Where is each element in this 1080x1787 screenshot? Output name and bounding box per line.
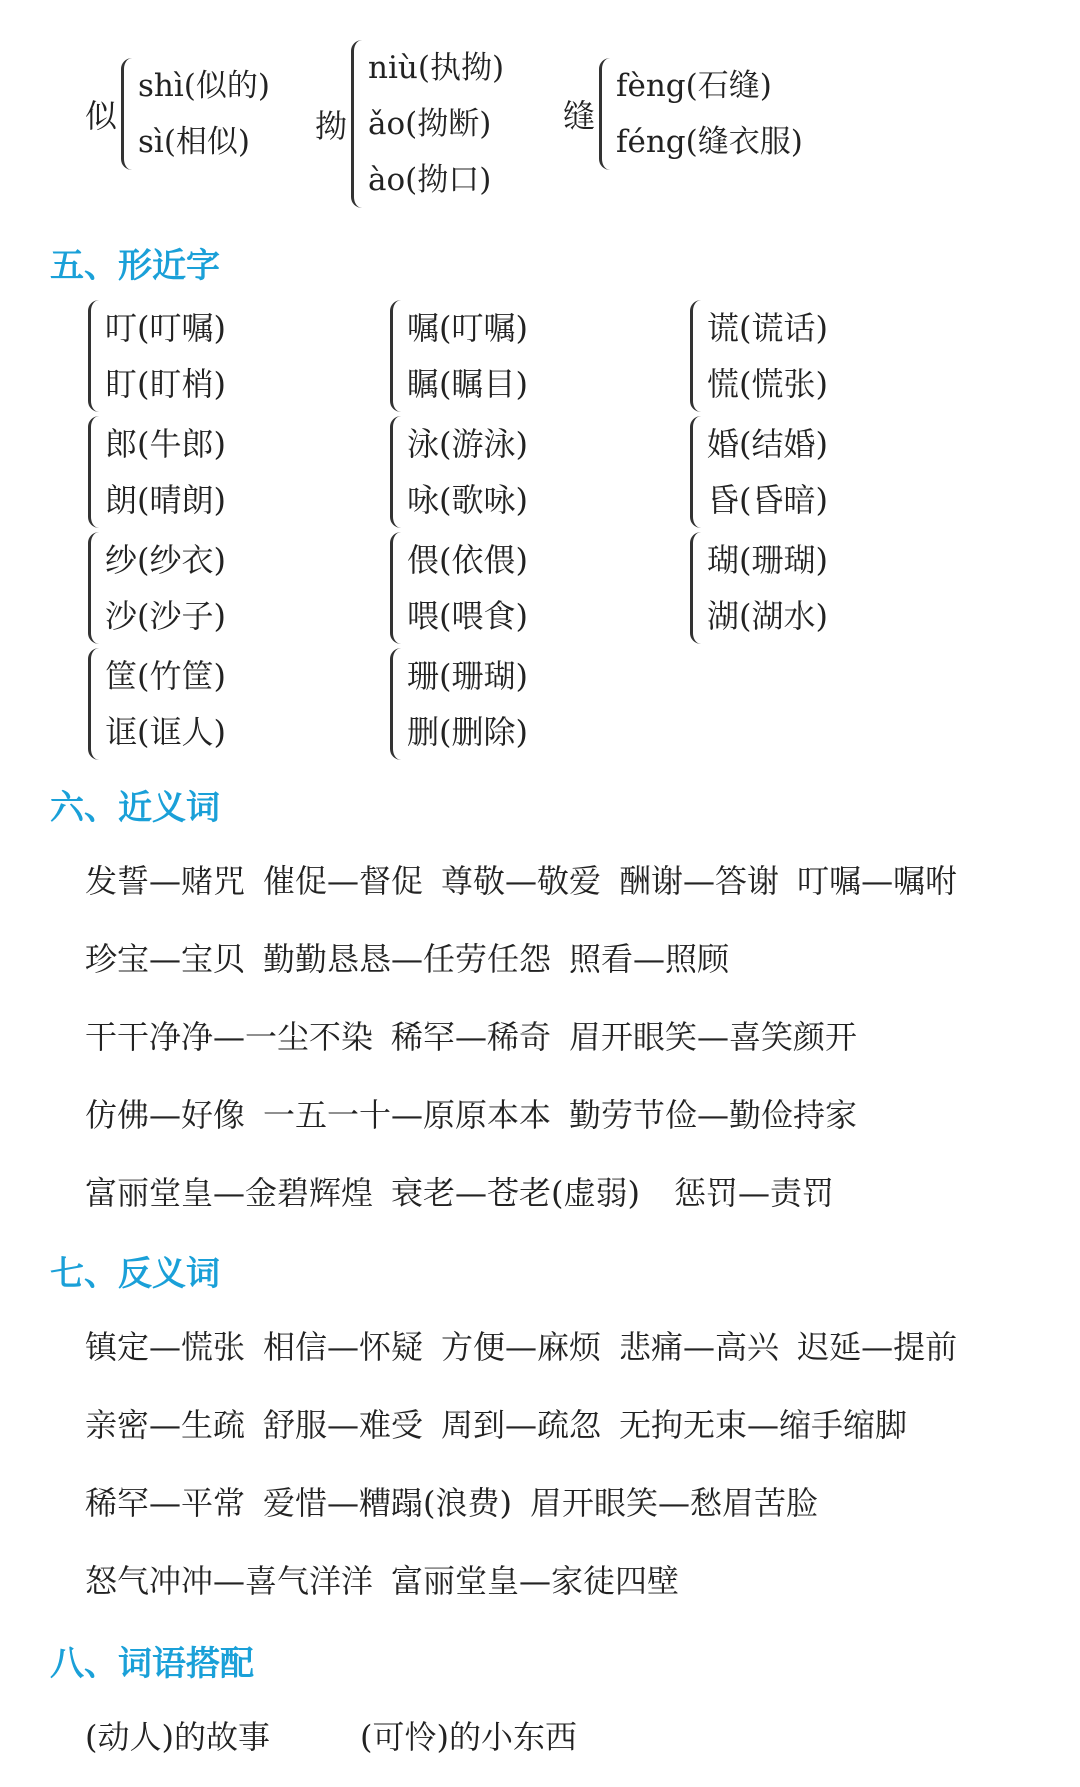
word-pair: 尊敬—敬爱	[441, 862, 602, 900]
char-item: 朗(晴朗)	[105, 481, 226, 519]
char-item: 纱(纱衣)	[105, 541, 226, 579]
word-pair: 方便—麻烦	[441, 1328, 602, 1366]
word-pair: 勤劳节俭—勤俭持家	[569, 1096, 858, 1134]
brace	[390, 300, 401, 412]
reading: niù(执拗)	[368, 50, 505, 86]
word-pair: 稀罕—稀奇	[391, 1018, 552, 1056]
collocation-item: (动人)的故事	[85, 1718, 270, 1756]
char-item: 湖(湖水)	[707, 597, 828, 635]
antonym-line	[85, 1322, 975, 1368]
char-item: 诓(诓人)	[105, 713, 226, 751]
word-pair: 眉开眼笑—喜笑颜开	[569, 1018, 858, 1056]
polyphone-group	[315, 40, 504, 208]
word-pair: 眉开眼笑—愁眉苦脸	[530, 1484, 819, 1522]
char-item: 谎(谎话)	[707, 309, 828, 347]
word-pair: 舒服—难受	[263, 1406, 424, 1444]
polyphone-char: 似	[85, 97, 118, 135]
char-item: 咏(歌咏)	[407, 481, 528, 519]
char-item: 删(删除)	[407, 713, 528, 751]
synonym-line	[85, 1012, 875, 1058]
similar-char-pair	[690, 532, 828, 644]
word-pair: 酬谢—答谢	[619, 862, 780, 900]
polyphone-row	[85, 40, 1005, 210]
collocation-item: (可怜)的小东西	[359, 1718, 577, 1756]
polyphone-group	[563, 58, 803, 170]
word-pair: 一五一十—原原本本	[263, 1096, 552, 1134]
char-item: 偎(依偎)	[407, 541, 528, 579]
char-item: 嘱(叮嘱)	[407, 309, 528, 347]
brace	[121, 58, 132, 170]
reading: ào(拗口)	[368, 162, 492, 198]
brace	[690, 300, 701, 412]
char-item: 慌(慌张)	[707, 365, 828, 403]
word-pair: 无拘无束—缩手缩脚	[619, 1406, 908, 1444]
similar-char-pair	[390, 532, 528, 644]
word-pair: 仿佛—好像	[85, 1096, 246, 1134]
brace	[351, 40, 362, 208]
section-heading: 六、近义词	[50, 788, 220, 828]
collocation-line	[85, 1712, 595, 1758]
section-heading: 八、词语搭配	[50, 1644, 254, 1684]
similar-char-pair	[390, 300, 528, 412]
char-item: 昏(昏暗)	[707, 481, 828, 519]
char-item: 盯(盯梢)	[105, 365, 226, 403]
char-item: 喂(喂食)	[407, 597, 528, 635]
synonym-line	[85, 1090, 875, 1136]
reading: fèng(石缝)	[616, 68, 772, 104]
polyphone-char: 拗	[315, 107, 348, 145]
word-pair: 惩罚—责罚	[674, 1174, 835, 1212]
char-item: 郎(牛郎)	[105, 425, 226, 463]
word-pair: 干干净净—一尘不染	[85, 1018, 374, 1056]
word-pair: 富丽堂皇—金碧辉煌	[85, 1174, 374, 1212]
similar-char-pair	[88, 416, 226, 528]
char-item: 筐(竹筐)	[105, 657, 226, 695]
similar-char-pair	[88, 648, 226, 760]
word-pair: 催促—督促	[263, 862, 424, 900]
synonym-line	[85, 856, 975, 902]
word-pair: 亲密—生疏	[85, 1406, 246, 1444]
word-pair: 怒气冲冲—喜气洋洋	[85, 1562, 374, 1600]
synonym-line	[85, 1168, 852, 1214]
word-pair: 发誓—赌咒	[85, 862, 246, 900]
brace	[88, 648, 99, 760]
word-pair: 迟延—提前	[797, 1328, 958, 1366]
word-pair: 悲痛—高兴	[619, 1328, 780, 1366]
similar-char-pair	[88, 532, 226, 644]
polyphone-group	[85, 58, 270, 170]
antonym-line	[85, 1556, 697, 1602]
brace	[88, 416, 99, 528]
char-item: 珊(珊瑚)	[407, 657, 528, 695]
brace	[690, 416, 701, 528]
similar-char-pair	[390, 648, 528, 760]
polyphone-char: 缝	[563, 97, 596, 135]
word-pair: 相信—怀疑	[263, 1328, 424, 1366]
char-item: 瞩(瞩目)	[407, 365, 528, 403]
word-pair: 稀罕—平常	[85, 1484, 246, 1522]
char-item: 叮(叮嘱)	[105, 309, 226, 347]
antonym-line	[85, 1478, 836, 1524]
brace	[88, 532, 99, 644]
antonym-line	[85, 1400, 925, 1446]
reading: ǎo(拗断)	[368, 106, 492, 142]
reading: sì(相似)	[138, 124, 251, 160]
similar-char-pair	[690, 416, 828, 528]
word-pair: 衰老—苍老(虚弱)	[391, 1174, 640, 1212]
word-pair: 珍宝—宝贝	[85, 940, 246, 978]
brace	[690, 532, 701, 644]
word-pair: 镇定—慌张	[85, 1328, 246, 1366]
synonym-line	[85, 934, 747, 980]
word-pair: 爱惜—糟蹋(浪费)	[263, 1484, 512, 1522]
word-pair: 勤勤恳恳—任劳任怨	[263, 940, 552, 978]
similar-char-pair	[390, 416, 528, 528]
brace	[88, 300, 99, 412]
word-pair: 周到—疏忽	[441, 1406, 602, 1444]
section-heading: 五、形近字	[50, 246, 220, 286]
char-item: 瑚(珊瑚)	[707, 541, 828, 579]
reading: shì(似的)	[138, 68, 270, 104]
word-pair: 富丽堂皇—家徒四壁	[391, 1562, 680, 1600]
char-item: 婚(结婚)	[707, 425, 828, 463]
brace	[599, 58, 610, 170]
similar-char-pair	[690, 300, 828, 412]
reading: féng(缝衣服)	[616, 124, 803, 160]
brace	[390, 532, 401, 644]
section-heading: 七、反义词	[50, 1254, 220, 1294]
word-pair: 照看—照顾	[569, 940, 730, 978]
similar-char-pair	[88, 300, 226, 412]
char-item: 泳(游泳)	[407, 425, 528, 463]
word-pair: 叮嘱—嘱咐	[797, 862, 958, 900]
char-item: 沙(沙子)	[105, 597, 226, 635]
brace	[390, 416, 401, 528]
brace	[390, 648, 401, 760]
